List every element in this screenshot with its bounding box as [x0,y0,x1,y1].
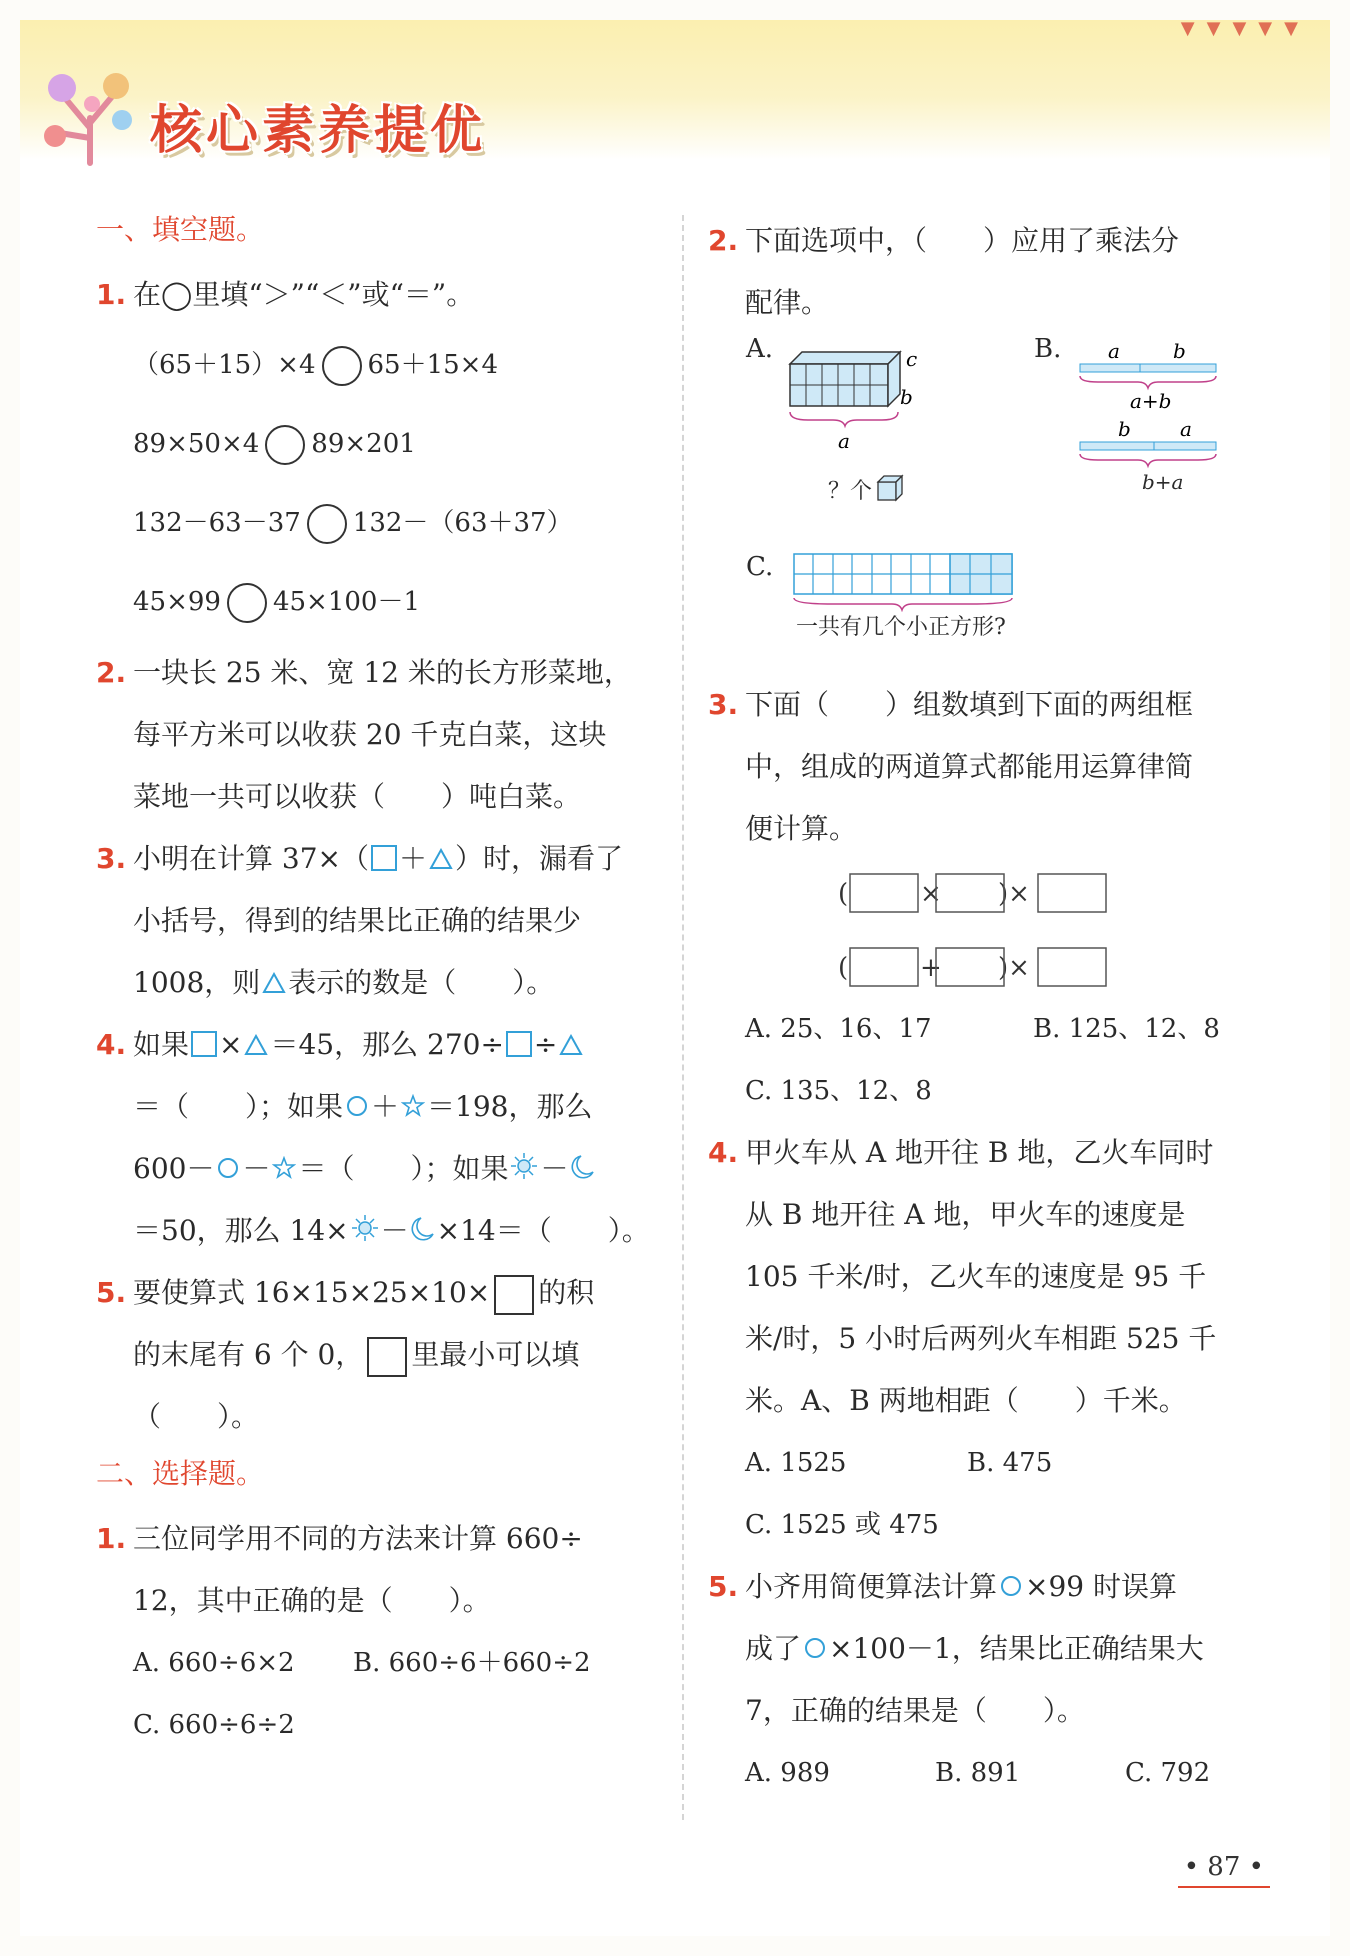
option-a[interactable]: A. 1525 [745,1448,847,1478]
text: ÷ [533,1028,558,1061]
compare-row [96,484,656,563]
question-line: 下面选项中，（ ）应用了乘法分 [745,224,1180,257]
question-line [133,1200,656,1262]
right-column [708,210,1268,1804]
option-a[interactable]: A. 989 [745,1758,830,1788]
text: 600－ [133,1152,215,1185]
answer-circle[interactable] [227,583,267,623]
svg-text:)×: )× [998,879,1030,909]
question-line [133,1138,656,1200]
option-c[interactable]: C. 1525 或 475 [745,1510,939,1540]
question-line [745,1618,1268,1680]
question-line: 菜地一共可以收获（ ）吨白菜。 [133,780,582,813]
question-line [745,1556,1268,1618]
compare-row [96,326,656,405]
question-number: 2. [96,656,127,689]
sun-symbol-icon [351,1214,379,1242]
answer-circle[interactable] [322,346,362,386]
question-line: 便计算。 [745,812,858,845]
star-symbol-icon [272,1156,296,1180]
question-line: 12，其中正确的是（ ）。 [133,1584,491,1617]
text: ＝45，那么 270÷ [270,1028,504,1061]
question-5 [96,1262,656,1448]
text: ＝（ ）；如果 [298,1152,509,1185]
text: 的末尾有 6 个 0， [133,1338,364,1371]
label-a: a [838,429,850,453]
option-b-label[interactable]: B. [1034,334,1062,364]
left-column [96,208,656,1756]
answer-box[interactable] [494,1275,534,1315]
text: 1008，则 [133,966,261,999]
text: ×99 时误算 [1025,1570,1178,1603]
expr-right: 65＋15×4 [367,350,498,380]
question-4 [96,1014,656,1262]
answer-circle[interactable] [307,504,347,544]
label-b: b [1173,339,1186,363]
text: ＋ [399,842,428,875]
section-multiple-choice: 二、选择题。 [96,1457,265,1490]
label-a: a [1180,417,1192,441]
moon-symbol-icon [411,1216,435,1242]
segment-figure [1078,336,1228,486]
square-symbol-icon [371,845,397,871]
expr-right: 45×100－1 [272,587,420,617]
text: 表示的数是（ ）。 [288,966,555,999]
decor-triangles: ▼▼▼▼▼ [1180,18,1310,39]
star-symbol-icon [401,1094,425,1118]
question-line [133,828,656,890]
section-fill-blank: 一、填空题。 [96,213,265,246]
tree-logo-icon [40,58,140,168]
text: 要使算式 16×15×25×10× [133,1276,491,1309]
text: ×100－1，结果比正确结果大 [829,1632,1204,1665]
column-divider [682,215,684,1820]
label-c: c [906,347,918,371]
expr-right: 132－（63＋37） [352,508,573,538]
options [708,1742,1268,1804]
triangle-symbol-icon [429,848,453,870]
label-b: b [1118,417,1131,441]
question-number: 2. [708,224,739,257]
question-3 [96,828,656,1014]
question-1 [96,264,656,326]
expr-left: 89×50×4 [133,429,260,459]
circle-symbol-icon [345,1094,369,1118]
text: 小齐用简便算法计算 [745,1570,998,1603]
text: 的积 [538,1276,595,1309]
question-line: （ ）。 [133,1400,260,1433]
question-line: 甲火车从 A 地开往 B 地，乙火车同时 [745,1136,1214,1169]
grid-figure [792,552,1022,612]
svg-text:(: ( [838,953,849,983]
sun-symbol-icon [510,1152,538,1180]
question-line: 每平方米可以收获 20 千克白菜，这块 [133,718,607,751]
cube-count-label: ？个 [828,479,873,504]
triangle-symbol-icon [244,1034,268,1056]
answer-box[interactable] [367,1337,407,1377]
text: ＝（ ）；如果 [133,1090,344,1123]
option-b[interactable]: B. 660÷6＋660÷2 [353,1648,591,1678]
option-b[interactable]: B. 125、12、8 [1033,1014,1220,1044]
svg-text:×: × [920,879,942,909]
question-line: 米。A、B 两地相距（ ）千米。 [745,1384,1187,1417]
text: 成了 [745,1632,802,1665]
options [96,1632,656,1756]
choice-question-2 [708,210,1268,334]
square-symbol-icon [506,1031,532,1057]
option-b[interactable]: B. 891 [935,1758,1021,1788]
label-b: b [900,385,913,409]
label-a: a [1108,339,1120,363]
choice-question-5 [708,1556,1268,1742]
question-line: 小括号，得到的结果比正确的结果少 [133,904,582,937]
options [708,1432,1268,1556]
question-line [133,1076,656,1138]
question-line: 一块长 25 米、宽 12 米的长方形菜地， [133,656,632,689]
choice-question-1 [96,1508,656,1632]
text: ×14＝（ ）。 [436,1214,650,1247]
question-line: 三位同学用不同的方法来计算 660÷ [133,1522,583,1555]
expression-frames [838,864,1178,994]
circle-symbol-icon [803,1636,827,1660]
expr-left: 45×99 [133,587,221,617]
question-line [133,1014,656,1076]
option-a-label[interactable]: A. [746,334,774,364]
square-symbol-icon [191,1031,217,1057]
text: ＋ [371,1090,400,1123]
question-line: 7，正确的结果是（ ）。 [745,1694,1085,1727]
question-2 [96,642,656,828]
compare-row [96,405,656,484]
text: 里最小可以填 [411,1338,580,1371]
question-number: 1. [96,278,127,311]
question-number: 5. [96,1276,127,1309]
question-line: 从 B 地开往 A 地，甲火车的速度是 [745,1198,1186,1231]
question-line [133,952,656,1014]
expr-left: 132－63－37 [133,508,301,538]
figures [708,334,1268,640]
option-c-label[interactable]: C. [746,552,774,582]
expr-right: 89×201 [311,429,416,459]
text: 如果 [133,1028,190,1061]
option-a[interactable]: A. 25、16、17 [745,1014,932,1044]
question-number: 3. [708,688,739,721]
question-line [133,1324,656,1386]
circle-symbol-icon [216,1156,240,1180]
question-number: 4. [708,1136,739,1169]
option-c[interactable]: C. 660÷6÷2 [133,1710,295,1740]
text: 小明在计算 37×（ [133,842,369,875]
page-title: 核心素养提优 [150,101,487,161]
triangle-symbol-icon [559,1034,583,1056]
text: ＝50，那么 14× [133,1214,349,1247]
moon-symbol-icon [571,1154,595,1180]
small-cube-icon [876,474,906,504]
triangle-symbol-icon [262,972,286,994]
options [708,998,1268,1122]
question-line: 下面（ ）组数填到下面的两组框 [745,688,1194,721]
option-b[interactable]: B. 475 [967,1448,1053,1478]
label-sum: b+a [1142,470,1184,494]
question-line [133,1262,656,1324]
circle-symbol-icon [999,1574,1023,1598]
question-line: 中，组成的两道算式都能用运算律简 [745,750,1194,783]
text: － [242,1152,271,1185]
option-c[interactable]: C. 135、12、8 [745,1076,932,1106]
question-line: 105 千米/时，乙火车的速度是 95 千 [745,1260,1207,1293]
svg-text:(: ( [838,879,849,909]
svg-text:)×: )× [998,953,1030,983]
option-a[interactable]: A. 660÷6×2 [133,1648,295,1678]
text: ）时，漏看了 [455,842,624,875]
option-c[interactable]: C. 792 [1125,1758,1211,1788]
expr-left: （65＋15）×4 [133,350,316,380]
compare-row [96,563,656,642]
text: ＝198，那么 [427,1090,593,1123]
question-line: 米/时，5 小时后两列火车相距 525 千 [745,1322,1217,1355]
text: － [380,1214,409,1247]
question-number: 4. [96,1028,127,1061]
question-line: 配律。 [745,286,830,319]
grid-caption: 一共有几个小正方形? [796,615,1006,640]
page-number: • 87 • [1183,1852,1264,1882]
question-number: 3. [96,842,127,875]
cuboid-figure [788,344,968,474]
text: － [540,1152,569,1185]
label-sum: a+b [1130,389,1172,413]
question-text: 在◯里填“＞”“＜”或“＝”。 [133,278,475,311]
answer-circle[interactable] [265,425,305,465]
question-number: 5. [708,1570,739,1603]
choice-question-4 [708,1122,1268,1432]
text: × [219,1028,243,1061]
question-number: 1. [96,1522,127,1555]
choice-question-3 [708,674,1268,860]
svg-text:+: + [920,953,942,983]
